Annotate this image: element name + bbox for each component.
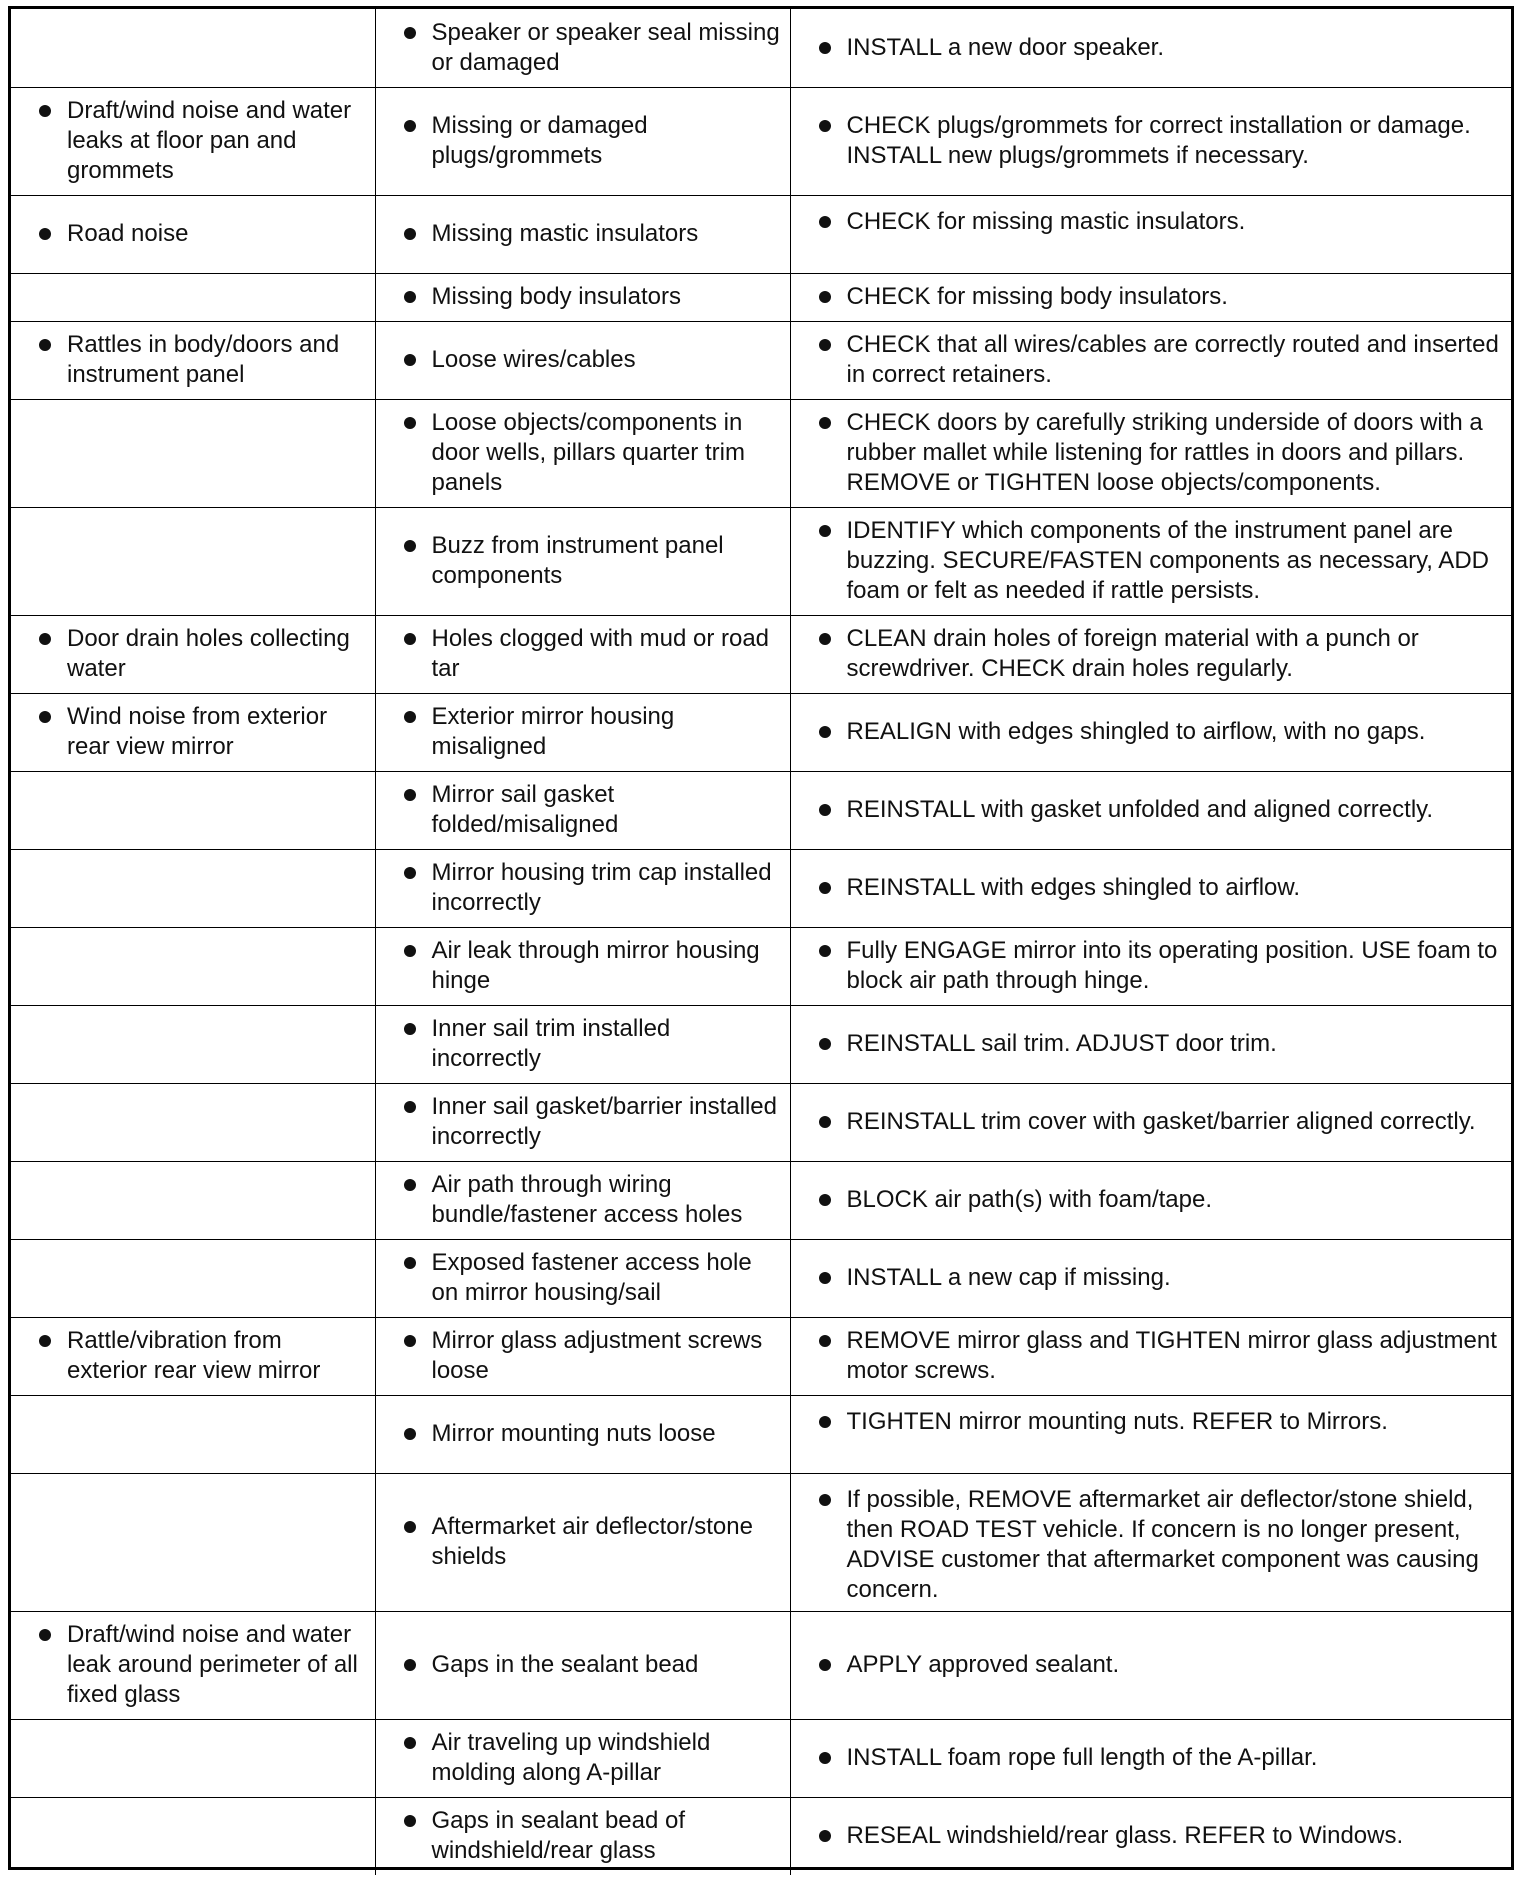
symptom-cell bbox=[11, 1005, 375, 1083]
cause-item bbox=[404, 1806, 782, 1866]
table-row bbox=[11, 1473, 1511, 1611]
bullet-icon bbox=[404, 291, 416, 303]
action-text: Fully ENGAGE mirror into its operating position. USE foam to block air path through hinge. bbox=[846, 937, 1498, 994]
diagnosis-table-body bbox=[11, 9, 1511, 1875]
table-row bbox=[11, 1005, 1511, 1083]
action-text: REINSTALL trim cover with gasket/barrier aligned correctly. bbox=[846, 1108, 1476, 1135]
action-text: REINSTALL with gasket unfolded and aligned correctly. bbox=[846, 796, 1434, 823]
action-cell bbox=[790, 399, 1511, 507]
cause-item bbox=[404, 780, 782, 840]
table-row bbox=[11, 1161, 1511, 1239]
bullet-icon bbox=[819, 1335, 831, 1347]
table-row bbox=[11, 399, 1511, 507]
cause-item bbox=[404, 1419, 782, 1449]
bullet-icon bbox=[819, 1116, 831, 1128]
bullet-icon bbox=[819, 1830, 831, 1842]
table-row bbox=[11, 849, 1511, 927]
cause-cell bbox=[375, 1317, 790, 1395]
bullet-icon bbox=[39, 711, 51, 723]
table-row bbox=[11, 693, 1511, 771]
action-text: RESEAL windshield/rear glass. REFER to Windows. bbox=[846, 1822, 1404, 1850]
action-cell bbox=[790, 1797, 1511, 1875]
bullet-icon bbox=[404, 1521, 416, 1533]
cause-cell bbox=[375, 849, 790, 927]
cause-item bbox=[404, 18, 782, 78]
bullet-icon bbox=[819, 1659, 831, 1671]
action-cell bbox=[790, 273, 1511, 321]
action-cell bbox=[790, 1473, 1511, 1611]
cause-cell bbox=[375, 1161, 790, 1239]
diagnosis-table-sheet bbox=[8, 6, 1514, 1870]
cause-cell bbox=[375, 1395, 790, 1473]
symptom-text: Draft/wind noise and water leak around perimeter of all fixed glass bbox=[67, 1621, 358, 1708]
bullet-icon bbox=[39, 633, 51, 645]
action-cell bbox=[790, 321, 1511, 399]
cause-item bbox=[404, 1326, 782, 1386]
symptom-cell bbox=[11, 849, 375, 927]
cause-text: Loose wires/cables bbox=[431, 346, 636, 373]
action-cell bbox=[790, 1005, 1511, 1083]
cause-cell bbox=[375, 195, 790, 273]
action-text: INSTALL a new door speaker. bbox=[846, 33, 1165, 61]
action-cell bbox=[790, 615, 1511, 693]
cause-item bbox=[404, 1248, 782, 1308]
action-cell bbox=[790, 1083, 1511, 1161]
action-cell bbox=[790, 927, 1511, 1005]
bullet-icon bbox=[404, 1257, 416, 1269]
bullet-icon bbox=[819, 945, 831, 957]
cause-cell bbox=[375, 1473, 790, 1611]
symptom-item bbox=[39, 624, 367, 684]
action-item bbox=[819, 33, 1504, 63]
cause-text: Exterior mirror housing misaligned bbox=[431, 703, 675, 760]
table-row bbox=[11, 1797, 1511, 1875]
action-cell bbox=[790, 771, 1511, 849]
bullet-icon bbox=[819, 1272, 831, 1284]
action-item bbox=[819, 1263, 1504, 1293]
bullet-icon bbox=[404, 867, 416, 879]
cause-text: Mirror sail gasket folded/misaligned bbox=[431, 781, 619, 838]
action-item bbox=[819, 516, 1504, 606]
symptom-item bbox=[39, 219, 367, 249]
bullet-icon bbox=[404, 1659, 416, 1671]
cause-item bbox=[404, 1014, 782, 1074]
bullet-icon bbox=[404, 417, 416, 429]
symptom-cell bbox=[11, 615, 375, 693]
action-cell bbox=[790, 1161, 1511, 1239]
cause-cell bbox=[375, 87, 790, 195]
bullet-icon bbox=[819, 1194, 831, 1206]
action-item bbox=[819, 936, 1504, 996]
symptom-cell bbox=[11, 1317, 375, 1395]
action-item bbox=[819, 873, 1504, 903]
cause-text: Loose objects/components in door wells, pillars quarter trim panels bbox=[431, 409, 745, 496]
action-text: CHECK doors by carefully striking underside of doors with a rubber mallet while listening for rattles in doors and pillars. REMOVE or TIGHTEN loose objects/components. bbox=[846, 409, 1483, 496]
bullet-icon bbox=[819, 1038, 831, 1050]
cause-text: Mirror housing trim cap installed incorrectly bbox=[431, 859, 772, 916]
bullet-icon bbox=[404, 1101, 416, 1113]
action-cell bbox=[790, 1239, 1511, 1317]
action-cell bbox=[790, 195, 1511, 273]
bullet-icon bbox=[404, 1815, 416, 1827]
cause-text: Missing body insulators bbox=[431, 283, 681, 310]
symptom-cell bbox=[11, 693, 375, 771]
action-cell bbox=[790, 87, 1511, 195]
table-row bbox=[11, 87, 1511, 195]
action-cell bbox=[790, 1317, 1511, 1395]
cause-text: Inner sail trim installed incorrectly bbox=[431, 1015, 671, 1072]
cause-item bbox=[404, 408, 782, 498]
action-text: APPLY approved sealant. bbox=[846, 1651, 1120, 1678]
bullet-icon bbox=[39, 1629, 51, 1641]
cause-cell bbox=[375, 927, 790, 1005]
cause-text: Missing mastic insulators bbox=[431, 220, 699, 247]
symptom-cell bbox=[11, 1719, 375, 1797]
action-text: IDENTIFY which components of the instrument panel are buzzing. SECURE/FASTEN components as necessary, ADD foam or felt as needed if rattle persists. bbox=[846, 517, 1489, 604]
cause-cell bbox=[375, 273, 790, 321]
cause-text: Air leak through mirror housing hinge bbox=[431, 937, 760, 994]
cause-item bbox=[404, 111, 782, 171]
cause-cell bbox=[375, 507, 790, 615]
bullet-icon bbox=[819, 216, 831, 228]
symptom-cell bbox=[11, 273, 375, 321]
bullet-icon bbox=[404, 27, 416, 39]
table-row bbox=[11, 321, 1511, 399]
cause-text: Air traveling up windshield molding along A-pillar bbox=[431, 1729, 711, 1786]
action-text: If possible, REMOVE aftermarket air deflector/stone shield, then ROAD TEST vehicle. If concern is no longer present, ADVISE customer that aftermarket component was causing concern. bbox=[846, 1485, 1479, 1603]
bullet-icon bbox=[819, 291, 831, 303]
action-item bbox=[819, 1743, 1504, 1773]
action-item bbox=[819, 1185, 1504, 1215]
action-item bbox=[819, 111, 1504, 171]
symptom-text: Road noise bbox=[67, 220, 189, 247]
cause-item bbox=[404, 1650, 782, 1680]
symptom-cell bbox=[11, 1473, 375, 1611]
table-row bbox=[11, 1317, 1511, 1395]
bullet-icon bbox=[404, 1428, 416, 1440]
action-item bbox=[819, 1029, 1504, 1059]
cause-cell bbox=[375, 399, 790, 507]
bullet-icon bbox=[819, 633, 831, 645]
table-row bbox=[11, 615, 1511, 693]
bullet-icon bbox=[404, 633, 416, 645]
cause-cell bbox=[375, 1797, 790, 1875]
action-text: CHECK for missing body insulators. bbox=[846, 283, 1228, 310]
symptom-cell bbox=[11, 1611, 375, 1719]
bullet-icon bbox=[404, 540, 416, 552]
diagnosis-table bbox=[11, 9, 1511, 1875]
bullet-icon bbox=[404, 120, 416, 132]
bullet-icon bbox=[39, 1335, 51, 1347]
cause-cell bbox=[375, 1719, 790, 1797]
symptom-cell bbox=[11, 1161, 375, 1239]
action-text: CHECK for missing mastic insulators. bbox=[846, 207, 1246, 235]
bullet-icon bbox=[404, 354, 416, 366]
symptom-cell bbox=[11, 1395, 375, 1473]
bullet-icon bbox=[404, 789, 416, 801]
symptom-cell bbox=[11, 771, 375, 849]
bullet-icon bbox=[404, 945, 416, 957]
symptom-cell bbox=[11, 1797, 375, 1875]
action-item bbox=[819, 1821, 1504, 1851]
symptom-cell bbox=[11, 195, 375, 273]
table-row bbox=[11, 1083, 1511, 1161]
table-row bbox=[11, 1239, 1511, 1317]
cause-item bbox=[404, 936, 782, 996]
action-item bbox=[819, 1407, 1504, 1437]
bullet-icon bbox=[819, 882, 831, 894]
action-cell bbox=[790, 9, 1511, 87]
action-item bbox=[819, 1650, 1504, 1680]
action-text: CHECK that all wires/cables are correctly routed and inserted in correct retainers. bbox=[846, 331, 1499, 388]
bullet-icon bbox=[819, 726, 831, 738]
table-row bbox=[11, 195, 1511, 273]
cause-text: Inner sail gasket/barrier installed incorrectly bbox=[431, 1093, 778, 1150]
cause-cell bbox=[375, 693, 790, 771]
symptom-cell bbox=[11, 927, 375, 1005]
bullet-icon bbox=[819, 525, 831, 537]
cause-item bbox=[404, 702, 782, 762]
bullet-icon bbox=[404, 1023, 416, 1035]
bullet-icon bbox=[819, 42, 831, 54]
symptom-text: Door drain holes collecting water bbox=[67, 625, 350, 682]
bullet-icon bbox=[404, 1179, 416, 1191]
cause-cell bbox=[375, 1005, 790, 1083]
cause-text: Mirror mounting nuts loose bbox=[431, 1420, 716, 1447]
bullet-icon bbox=[819, 1494, 831, 1506]
cause-cell bbox=[375, 615, 790, 693]
table-row bbox=[11, 1611, 1511, 1719]
action-item bbox=[819, 408, 1504, 498]
action-text: CLEAN drain holes of foreign material with a punch or screwdriver. CHECK drain holes regularly. bbox=[846, 625, 1419, 682]
action-item bbox=[819, 1107, 1504, 1137]
symptom-text: Rattle/vibration from exterior rear view mirror bbox=[67, 1327, 321, 1384]
cause-cell bbox=[375, 771, 790, 849]
bullet-icon bbox=[819, 339, 831, 351]
bullet-icon bbox=[404, 1335, 416, 1347]
cause-text: Air path through wiring bundle/fastener access holes bbox=[431, 1171, 743, 1228]
cause-item bbox=[404, 282, 782, 312]
cause-cell bbox=[375, 1239, 790, 1317]
action-text: CHECK plugs/grommets for correct installation or damage. INSTALL new plugs/grommets if necessary. bbox=[846, 112, 1471, 169]
symptom-cell bbox=[11, 9, 375, 87]
action-text: REALIGN with edges shingled to airflow, with no gaps. bbox=[846, 718, 1426, 745]
symptom-cell bbox=[11, 87, 375, 195]
bullet-icon bbox=[404, 228, 416, 240]
table-row bbox=[11, 9, 1511, 87]
action-item bbox=[819, 282, 1504, 312]
cause-text: Mirror glass adjustment screws loose bbox=[431, 1327, 763, 1384]
bullet-icon bbox=[39, 228, 51, 240]
cause-item bbox=[404, 1170, 782, 1230]
action-cell bbox=[790, 1611, 1511, 1719]
cause-item bbox=[404, 1092, 782, 1152]
action-text: BLOCK air path(s) with foam/tape. bbox=[846, 1186, 1212, 1213]
cause-text: Speaker or speaker seal missing or damaged bbox=[431, 18, 780, 76]
table-row bbox=[11, 273, 1511, 321]
cause-item bbox=[404, 1512, 782, 1572]
action-cell bbox=[790, 693, 1511, 771]
cause-cell bbox=[375, 9, 790, 87]
table-row bbox=[11, 1395, 1511, 1473]
symptom-cell bbox=[11, 507, 375, 615]
cause-text: Buzz from instrument panel components bbox=[431, 532, 724, 589]
symptom-item bbox=[39, 96, 367, 186]
cause-item bbox=[404, 858, 782, 918]
action-item bbox=[819, 207, 1504, 237]
action-cell bbox=[790, 849, 1511, 927]
action-item bbox=[819, 1485, 1504, 1605]
cause-text: Aftermarket air deflector/stone shields bbox=[431, 1513, 753, 1570]
symptom-item bbox=[39, 330, 367, 390]
action-text: TIGHTEN mirror mounting nuts. REFER to Mirrors. bbox=[846, 1407, 1388, 1435]
table-row bbox=[11, 1719, 1511, 1797]
bullet-icon bbox=[39, 339, 51, 351]
cause-text: Gaps in the sealant bead bbox=[431, 1651, 699, 1678]
action-item bbox=[819, 624, 1504, 684]
symptom-item bbox=[39, 1326, 367, 1386]
symptom-item bbox=[39, 702, 367, 762]
bullet-icon bbox=[819, 120, 831, 132]
action-item bbox=[819, 795, 1504, 825]
symptom-text: Rattles in body/doors and instrument panel bbox=[67, 331, 340, 388]
action-cell bbox=[790, 1719, 1511, 1797]
action-cell bbox=[790, 1395, 1511, 1473]
action-text: INSTALL foam rope full length of the A-pillar. bbox=[846, 1744, 1318, 1771]
table-row bbox=[11, 507, 1511, 615]
cause-cell bbox=[375, 321, 790, 399]
cause-text: Exposed fastener access hole on mirror housing/sail bbox=[431, 1249, 752, 1306]
table-row bbox=[11, 927, 1511, 1005]
symptom-cell bbox=[11, 321, 375, 399]
cause-item bbox=[404, 624, 782, 684]
symptom-item bbox=[39, 1620, 367, 1710]
cause-cell bbox=[375, 1083, 790, 1161]
bullet-icon bbox=[819, 804, 831, 816]
bullet-icon bbox=[39, 105, 51, 117]
cause-item bbox=[404, 345, 782, 375]
action-text: INSTALL a new cap if missing. bbox=[846, 1264, 1171, 1291]
action-item bbox=[819, 1326, 1504, 1386]
action-text: REINSTALL with edges shingled to airflow. bbox=[846, 874, 1301, 901]
symptom-cell bbox=[11, 1239, 375, 1317]
cause-item bbox=[404, 219, 782, 249]
action-item bbox=[819, 330, 1504, 390]
action-item bbox=[819, 717, 1504, 747]
action-text: REINSTALL sail trim. ADJUST door trim. bbox=[846, 1030, 1277, 1057]
symptom-cell bbox=[11, 399, 375, 507]
action-cell bbox=[790, 507, 1511, 615]
cause-text: Missing or damaged plugs/grommets bbox=[431, 112, 648, 169]
bullet-icon bbox=[819, 1752, 831, 1764]
bullet-icon bbox=[819, 417, 831, 429]
cause-text: Holes clogged with mud or road tar bbox=[431, 625, 770, 682]
cause-item bbox=[404, 531, 782, 591]
cause-cell bbox=[375, 1611, 790, 1719]
bullet-icon bbox=[404, 1737, 416, 1749]
symptom-cell bbox=[11, 1083, 375, 1161]
table-row bbox=[11, 771, 1511, 849]
cause-item bbox=[404, 1728, 782, 1788]
cause-text: Gaps in sealant bead of windshield/rear glass bbox=[431, 1807, 686, 1865]
bullet-icon bbox=[404, 711, 416, 723]
action-text: REMOVE mirror glass and TIGHTEN mirror glass adjustment motor screws. bbox=[846, 1327, 1497, 1384]
bullet-icon bbox=[819, 1416, 831, 1428]
symptom-text: Wind noise from exterior rear view mirror bbox=[67, 703, 328, 760]
symptom-text: Draft/wind noise and water leaks at floor pan and grommets bbox=[67, 97, 352, 184]
